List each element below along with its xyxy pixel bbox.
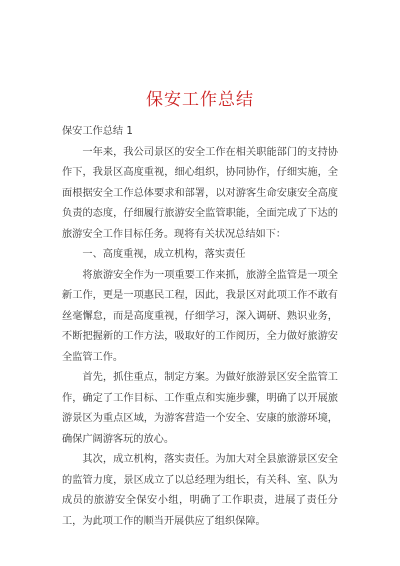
document-subheading: 保安工作总结 1 <box>62 126 133 137</box>
section-heading: 一、高度重视，成立机构，落实责任 <box>82 249 246 260</box>
document-title: 保安工作总结 <box>146 90 254 110</box>
paragraph-first: 首先，抓住重点，制定方案。为做好旅游景区安全监管工作，确定了工作目标、工作重点和实施步骤，明确了以开展旅游景区为重点区域，为游客营造一个安全、安康的旅游环境，确保广阔游客玩的放心。 <box>62 372 338 445</box>
paragraph-intro: 一年来，我公司景区的安全工作在相关职能部门的支持协作下，我景区高度重视，细心组织，协同协作，仔细实施，全面根据安全工作总体要求和部署，以对游客生命安康安全高度负责的态度，仔细履行旅游安全监管职能，全面完成了下达的旅游安全工作目标任务。现将有关状况总结如下： <box>62 146 338 240</box>
paragraph-importance: 将旅游安全作为一项重要工作来抓，旅游全监管是一项全新工作，更是一项惠民工程，因此，我景区对此项工作不敢有丝毫懈怠，而是高度重视，仔细学习，深入调研、熟识业务，不断把握新的工作方法，吸取好的工作阅历，全力做好旅游安全监管工作。 <box>62 269 338 363</box>
document-body <box>62 122 338 532</box>
paragraph-second: 其次，成立机构，落实责任。为加大对全县旅游景区安全的监管力度，景区成立了以总经理为组长，有关科、室、队为成员的旅游安全保安小组，明确了工作职责，进展了责任分工，为此项工作的顺当开展供应了组织保障。 <box>62 454 338 527</box>
